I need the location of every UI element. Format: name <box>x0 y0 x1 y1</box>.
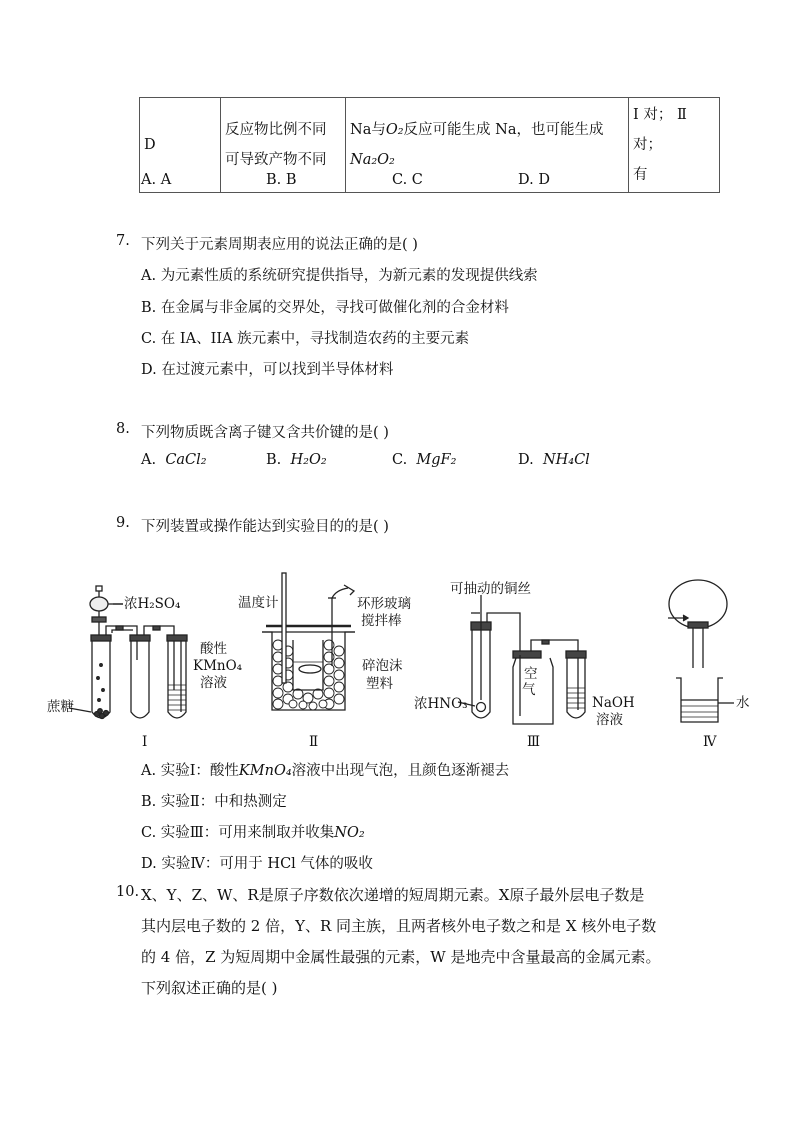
q7-option-a[interactable]: A. 为元素性质的系统研究提供指导，为新元素的发现提供线索 <box>141 268 538 284</box>
label-plastic: 塑料 <box>366 676 393 692</box>
q6-option-a[interactable]: A. A <box>141 172 172 188</box>
cell-text: 反应物比例不同 <box>225 122 327 138</box>
question-stem: 下列装置或操作能达到实验目的的是( ) <box>141 519 389 535</box>
question-stem: 下列关于元素周期表应用的说法正确的是( ) <box>141 237 418 253</box>
cell-text: 反应可能生成 Na，也可能生成 <box>403 122 604 138</box>
label-naoh-solution: 溶液 <box>596 712 623 728</box>
option-label: B. <box>266 452 282 468</box>
label-water: 水 <box>736 695 750 711</box>
q9-option-b[interactable] <box>141 790 287 811</box>
cell-text: Na与 <box>350 122 386 138</box>
question-number: 8. <box>116 421 130 437</box>
question-stem: 下列物质既含离子键又含共价键的是( ) <box>141 425 389 441</box>
question-number: 9. <box>116 515 130 531</box>
formula: H₂O₂ <box>290 452 327 468</box>
question-number: 10. <box>116 884 140 900</box>
formula: NH₄Cl <box>542 452 590 468</box>
formula: NO₂ <box>334 825 365 841</box>
q6-table <box>139 97 720 193</box>
label-solution: 溶液 <box>200 675 227 691</box>
label-roman-4: Ⅳ <box>703 734 717 750</box>
q10-line: X、Y、Z、W、R是原子序数依次递增的短周期元素。X原子最外层电子数是 <box>141 886 645 904</box>
table-row <box>140 98 720 193</box>
label-conc-h2so4: 浓H₂SO₄ <box>124 596 181 612</box>
q7-option-b[interactable]: B. 在金属与非金属的交界处，寻找可做催化剂的合金材料 <box>141 300 509 316</box>
q8-option-a[interactable] <box>141 452 207 468</box>
label-air-2: 气 <box>522 682 536 698</box>
q9-option-a[interactable] <box>141 759 509 780</box>
option-letter: D <box>144 137 156 153</box>
q10-line: 其内层电子数的 2 倍，Y、R 同主族，且两者核外电子数之和是 X 核外电子数 <box>141 917 657 935</box>
q7-option-c[interactable]: C. 在 IA、IIA 族元素中，寻找制造农药的主要元素 <box>141 331 470 347</box>
label-air-1: 空 <box>524 666 538 682</box>
option-text: D. 实验Ⅳ：可用于 HCl 气体的吸收 <box>141 856 373 872</box>
label-roman-3: Ⅲ <box>527 734 541 750</box>
formula: Na₂O₂ <box>350 152 395 168</box>
option-label: D. <box>518 452 534 468</box>
apparatus-2 <box>262 573 355 710</box>
formula: KMnO₄ <box>238 763 292 779</box>
q7-option-d[interactable]: D. 在过渡元素中，可以找到半导体材料 <box>141 362 394 378</box>
cell-text: I 对； Ⅱ对； <box>633 107 687 153</box>
label-sucrose: 蔗糖 <box>47 699 74 715</box>
label-conc-hno3: 浓HNO₃ <box>414 696 468 712</box>
cell-text: 有 <box>633 167 648 183</box>
label-ring-glass: 环形玻璃 <box>357 596 411 612</box>
label-copper-wire: 可抽动的铜丝 <box>450 581 531 597</box>
label-acidic: 酸性 <box>200 641 227 657</box>
label-roman-1: Ⅰ <box>142 734 148 750</box>
option-text: 溶液中出现气泡，且颜色逐渐褪去 <box>291 763 510 779</box>
apparatus-4 <box>668 580 734 722</box>
formula: CaCl₂ <box>165 452 207 468</box>
option-label: C. <box>392 452 408 468</box>
label-thermometer: 温度计 <box>238 595 279 611</box>
formula: O₂ <box>385 122 404 138</box>
label-roman-2: Ⅱ <box>309 734 319 750</box>
q6-option-d[interactable]: D. D <box>518 172 550 188</box>
q6-option-b[interactable]: B. B <box>266 172 297 188</box>
q10-line: 的 4 倍，Z 为短周期中金属性最强的元素，W 是地壳中含量最高的金属元素。 <box>141 948 661 966</box>
label-kmno4: KMnO₄ <box>193 658 243 674</box>
q6-option-c[interactable]: C. C <box>392 172 423 188</box>
label-foam: 碎泡沫 <box>362 658 403 674</box>
q8-option-d[interactable] <box>518 452 590 468</box>
table-cell <box>629 98 720 193</box>
q8-option-b[interactable] <box>266 452 327 468</box>
option-text: C. 实验Ⅲ：可用来制取并收集 <box>141 825 335 841</box>
apparatus-3 <box>458 595 586 724</box>
question-number: 7. <box>116 233 130 249</box>
q8-option-c[interactable] <box>392 452 456 468</box>
apparatus-figure <box>0 570 794 755</box>
formula: MgF₂ <box>416 452 457 468</box>
table-cell <box>346 98 629 193</box>
cell-text: 可导致产物不同 <box>225 152 327 168</box>
q10-line: 下列叙述正确的是( ) <box>141 979 278 997</box>
q9-option-c[interactable] <box>141 821 365 842</box>
q9-option-d[interactable] <box>141 852 373 873</box>
option-text: B. 实验Ⅱ：中和热测定 <box>141 794 287 810</box>
option-text: A. 实验Ⅰ：酸性 <box>141 763 239 779</box>
label-naoh: NaOH <box>592 695 635 711</box>
option-label: A. <box>141 452 157 468</box>
label-stirrer: 搅拌棒 <box>361 613 402 629</box>
